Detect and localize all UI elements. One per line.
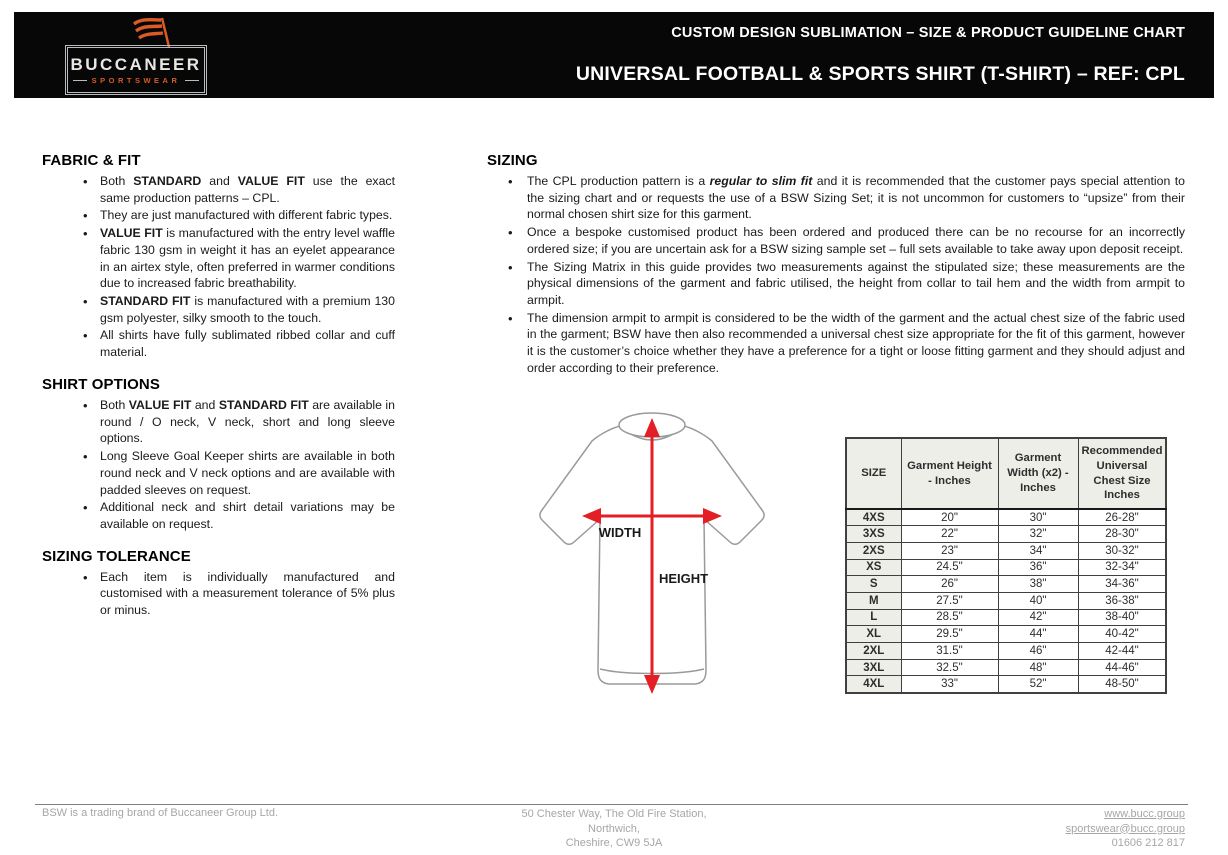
table-cell: 30" xyxy=(998,509,1078,526)
bullet-list xyxy=(42,173,395,361)
table-cell: 38-40" xyxy=(1078,609,1166,626)
footer-contact xyxy=(1066,807,1185,851)
footer-address-line: Northwich, xyxy=(588,822,640,835)
table-row xyxy=(846,526,1166,543)
footer-address xyxy=(400,807,828,851)
size-cell: 3XL xyxy=(846,659,901,676)
table-cell: 33" xyxy=(901,676,998,693)
table-cell: 31.5" xyxy=(901,643,998,660)
bullet-item: • Both VALUE FIT and STANDARD FIT are available in round / O neck, V neck, short and long sleeve options. xyxy=(42,397,395,447)
bullet-item: • VALUE FIT is manufactured with the entry level waffle fabric 130 gsm in weight it has an eyelet appearance in an airtex style, often preferred in warmer conditions due to increased fabric breathability. xyxy=(42,225,395,292)
bullet-item: • STANDARD FIT is manufactured with a premium 130 gsm polyester, silky smooth to the touch. xyxy=(42,293,395,326)
table-cell: 23" xyxy=(901,542,998,559)
table-cell: 24.5" xyxy=(901,559,998,576)
document-subtitle: CUSTOM DESIGN SUBLIMATION – SIZE & PRODUCT GUIDELINE CHART xyxy=(671,25,1185,41)
table-cell: 34-36" xyxy=(1078,576,1166,593)
content-section xyxy=(42,376,395,533)
table-cell: 32-34" xyxy=(1078,559,1166,576)
logo-brand-text: BUCCANEER xyxy=(70,54,202,74)
table-cell: 26-28" xyxy=(1078,509,1166,526)
size-cell: 4XS xyxy=(846,509,901,526)
right-column xyxy=(487,152,1185,392)
table-row xyxy=(846,676,1166,693)
footer-phone: 01606 212 817 xyxy=(1111,837,1185,849)
size-cell: L xyxy=(846,609,901,626)
table-cell: 32" xyxy=(998,526,1078,543)
table-cell: 46" xyxy=(998,643,1078,660)
logo-sub-text: SPORTSWEAR xyxy=(91,75,181,85)
bullet-item: • The CPL production pattern is a regular to slim fit and it is recommended that the customer pays special attention to the sizing chart and or requests the use of a BSW Sizing Set; it is not uncommon for customers to “upsize” from their normal chosen shirt size for this garment. xyxy=(487,173,1185,223)
table-cell: 40-42" xyxy=(1078,626,1166,643)
section-heading: SHIRT OPTIONS xyxy=(42,375,160,393)
table-row xyxy=(846,576,1166,593)
content-section xyxy=(487,152,1185,377)
table-cell: 28-30" xyxy=(1078,526,1166,543)
height-label: HEIGHT xyxy=(659,571,709,586)
size-cell: XS xyxy=(846,559,901,576)
table-cell: 20" xyxy=(901,509,998,526)
bullet-item: • The Sizing Matrix in this guide provides two measurements against the stipulated size; these measurements are the physical dimensions of the garment and fabric utilised, the height from collar to tail hem and the width from armpit to armpit. xyxy=(487,259,1185,309)
section-heading: FABRIC & FIT xyxy=(42,152,141,169)
document-title: UNIVERSAL FOOTBALL & SPORTS SHIRT (T-SHIRT) – REF: CPL xyxy=(575,63,1185,85)
table-cell: 30-32" xyxy=(1078,542,1166,559)
footer-address-line: 50 Chester Way, The Old Fire Station, xyxy=(521,808,707,820)
table-cell: 44" xyxy=(998,626,1078,643)
bullet-list xyxy=(487,173,1185,377)
logo-box xyxy=(65,45,207,95)
bullet-list xyxy=(42,397,395,533)
table-row xyxy=(846,659,1166,676)
column-header: Recommended Universal Chest Size Inches xyxy=(1078,438,1166,509)
section-heading: SIZING xyxy=(487,152,538,169)
size-cell: 2XL xyxy=(846,643,901,660)
sizing-matrix-table xyxy=(845,437,1167,694)
left-column xyxy=(42,152,395,634)
table-cell: 40" xyxy=(998,592,1078,609)
width-label: WIDTH xyxy=(598,525,642,540)
table-row xyxy=(846,592,1166,609)
footer-address-line: Cheshire, CW9 5JA xyxy=(565,837,663,849)
bullet-item: • All shirts have fully sublimated ribbed collar and cuff material. xyxy=(42,327,395,360)
size-cell: 2XS xyxy=(846,542,901,559)
section-heading: SIZING TOLERANCE xyxy=(42,547,191,565)
footer-trading-note: BSW is a trading brand of Buccaneer Group Ltd. xyxy=(42,807,279,819)
footer-link[interactable]: www.bucc.group xyxy=(1104,808,1185,820)
table-row xyxy=(846,559,1166,576)
bullet-item: • Long Sleeve Goal Keeper shirts are available in both round neck and V neck options and are available with padded sleeves on request. xyxy=(42,448,395,498)
bullet-item: • Once a bespoke customised product has been ordered and produced there can be no recourse for an incorrectly ordered size; if you are uncertain ask for a BSW sizing sample set – full sets available to take away upon deposit receipt. xyxy=(487,224,1185,257)
table-cell: 44-46" xyxy=(1078,659,1166,676)
content-section xyxy=(42,548,395,619)
size-cell: XL xyxy=(846,626,901,643)
bullet-item: • They are just manufactured with different fabric types. xyxy=(42,207,395,224)
table-row xyxy=(846,626,1166,643)
table-row xyxy=(846,643,1166,660)
table-cell: 48" xyxy=(998,659,1078,676)
size-cell: M xyxy=(846,592,901,609)
column-header: Garment Width (x2) - Inches xyxy=(998,438,1078,509)
table-cell: 27.5" xyxy=(901,592,998,609)
table-cell: 26" xyxy=(901,576,998,593)
content-section xyxy=(42,152,395,361)
bullet-item: • Both STANDARD and VALUE FIT use the exact same production patterns – CPL. xyxy=(42,173,395,206)
size-cell: 4XL xyxy=(846,676,901,693)
table-row xyxy=(846,609,1166,626)
table-cell: 32.5" xyxy=(901,659,998,676)
brand-logo xyxy=(53,15,213,97)
size-cell: 3XS xyxy=(846,526,901,543)
table-cell: 34" xyxy=(998,542,1078,559)
footer-divider xyxy=(35,804,1188,805)
table-cell: 42-44" xyxy=(1078,643,1166,660)
table-cell: 29.5" xyxy=(901,626,998,643)
column-header: SIZE xyxy=(846,438,901,509)
footer-link[interactable]: sportswear@bucc.group xyxy=(1065,822,1185,835)
table-cell: 38" xyxy=(998,576,1078,593)
size-cell: S xyxy=(846,576,901,593)
table-row xyxy=(846,509,1166,526)
column-header: Garment Height - Inches xyxy=(901,438,998,509)
table-cell: 42" xyxy=(998,609,1078,626)
table-cell: 22" xyxy=(901,526,998,543)
table-cell: 52" xyxy=(998,676,1078,693)
table-body xyxy=(846,509,1166,693)
bullet-item: • Additional neck and shirt detail variations may be available on request. xyxy=(42,499,395,532)
bullet-item: • Each item is individually manufactured and customised with a measurement tolerance of 5% plus or minus. xyxy=(42,569,395,619)
table-cell: 48-50" xyxy=(1078,676,1166,693)
table-header-row xyxy=(846,438,1166,509)
table-cell: 36" xyxy=(998,559,1078,576)
bullet-list xyxy=(42,569,395,619)
table-cell: 36-38" xyxy=(1078,592,1166,609)
table-row xyxy=(846,542,1166,559)
bullet-item: • The dimension armpit to armpit is considered to be the width of the garment and the actual chest size of the fabric used in the garment; BSW have then also recommended a universal chest size appropriate for the fit of this garment, however it is the customer’s choice whether they have a preference for a tight or loose fitting garment and they should adjust and order according to their preference. xyxy=(487,310,1185,377)
header-bar xyxy=(14,12,1214,98)
table-cell: 28.5" xyxy=(901,609,998,626)
tshirt-measurement-diagram xyxy=(512,408,812,703)
footer-links-slot xyxy=(1066,807,1185,836)
